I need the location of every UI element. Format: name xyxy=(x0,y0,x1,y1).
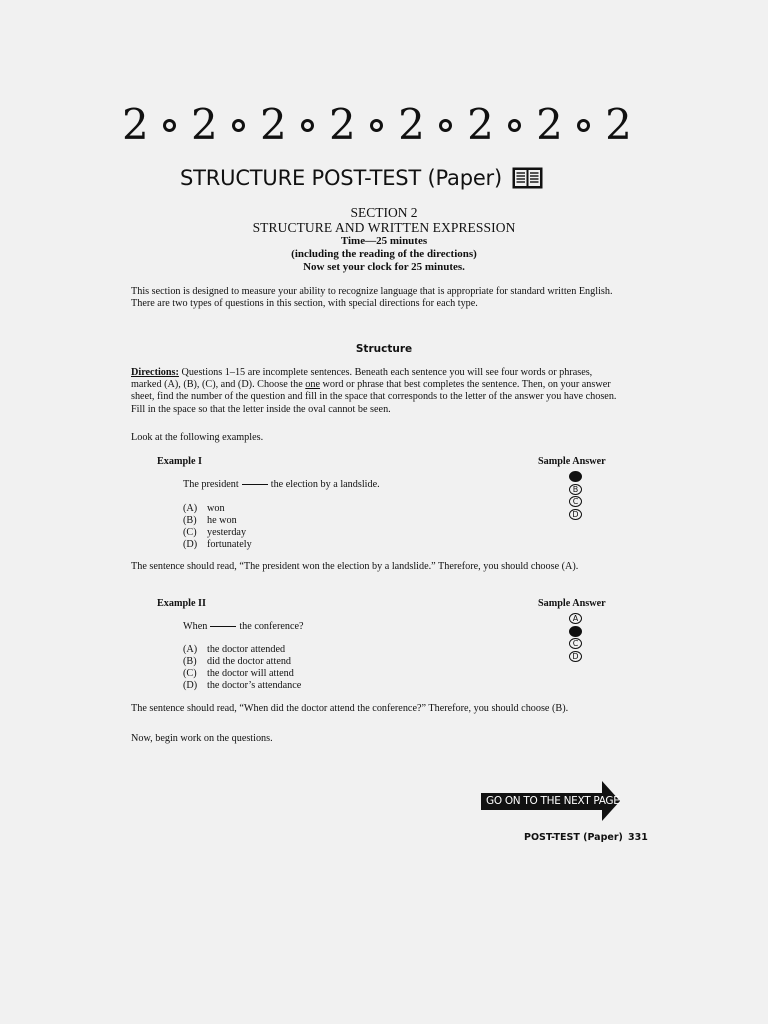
directions-paragraph xyxy=(131,367,619,416)
page-number: 331 xyxy=(628,832,648,843)
choice-letter: (C) xyxy=(183,668,197,679)
choice xyxy=(183,680,301,692)
choice-text: the doctor attended xyxy=(207,644,286,655)
example-2-answer-bubbles xyxy=(569,613,583,663)
choice-letter: (D) xyxy=(183,680,198,691)
example-2-sample-label: Sample Answer xyxy=(538,598,606,609)
examples-intro: Look at the following examples. xyxy=(131,432,264,443)
answer-bubble: D xyxy=(569,651,582,662)
directions-label: Directions: xyxy=(131,367,179,378)
answer-bubble: B xyxy=(569,626,582,637)
section-name: STRUCTURE AND WRITTEN EXPRESSION xyxy=(252,220,516,235)
band-circle xyxy=(163,119,176,132)
example-1-answer-bubbles xyxy=(569,471,583,521)
sentence-end: the conference? xyxy=(239,621,304,632)
begin-instruction: Now, begin work on the questions. xyxy=(131,733,273,744)
choice-letter: (A) xyxy=(183,644,198,655)
choice xyxy=(183,503,252,515)
choice-letter: (A) xyxy=(183,503,198,514)
band-digit: 2 xyxy=(398,100,425,149)
go-next-label: GO ON TO THE NEXT PAGE xyxy=(486,795,620,807)
answer-bubble: A xyxy=(569,471,582,482)
choice-letter: (B) xyxy=(183,515,197,526)
sentence-blank xyxy=(210,626,236,627)
go-next-page-arrow xyxy=(481,781,620,821)
clock-instruction: Now set your clock for 25 minutes. xyxy=(303,261,465,273)
answer-bubble: C xyxy=(569,638,582,649)
choice-text: he won xyxy=(207,515,237,526)
structure-heading: Structure xyxy=(355,343,413,355)
choice-letter: (B) xyxy=(183,656,197,667)
section-number: SECTION 2 xyxy=(350,205,418,220)
answer-bubble: B xyxy=(569,484,582,495)
example-2-choices xyxy=(183,644,301,692)
choice xyxy=(183,527,252,539)
choice-letter: (D) xyxy=(183,539,198,550)
band-digit: 2 xyxy=(536,100,563,149)
choice-text: the doctor’s attendance xyxy=(207,680,302,691)
band-digit: 2 xyxy=(122,100,149,149)
choice-text: fortunately xyxy=(207,539,252,550)
sentence-start: When xyxy=(183,621,208,632)
choice xyxy=(183,515,252,527)
band-circle xyxy=(439,119,452,132)
choice xyxy=(183,668,301,680)
choice-text: won xyxy=(207,503,225,514)
answer-bubble: A xyxy=(569,613,582,624)
footer-label: POST-TEST (Paper) xyxy=(524,832,623,843)
choice xyxy=(183,644,301,656)
example-2-label: Example II xyxy=(157,598,206,609)
band-digit: 2 xyxy=(467,100,494,149)
sentence-start: The president xyxy=(183,479,239,490)
band-digit: 2 xyxy=(605,100,632,149)
section-heading xyxy=(0,205,768,274)
title-text: STRUCTURE POST-TEST (Paper) xyxy=(180,166,502,190)
choice-text: yesterday xyxy=(207,527,247,538)
intro-paragraph: This section is designed to measure your ability to recognize language that is appropriate for standard written English. There are two types of questions in this section, with special directions for each type. xyxy=(131,286,613,310)
band-digit: 2 xyxy=(191,100,218,149)
time-limit: Time—25 minutes xyxy=(340,235,428,247)
choice xyxy=(183,656,301,668)
band-circle xyxy=(508,119,521,132)
directions-text: Questions 1–15 are incomplete sentences. Beneath each sentence you will see four words or phrases, marked (A), (B), (C), and (D). Choose the xyxy=(131,367,593,391)
sentence-end: the election by a landslide. xyxy=(270,479,380,490)
band-digit: 2 xyxy=(329,100,356,149)
directions-emphasis: one xyxy=(305,379,320,391)
band-circle xyxy=(232,119,245,132)
sentence-blank xyxy=(242,484,268,485)
example-1-explanation: The sentence should read, “The president won the election by a landslide.” Therefore, you should choose (A). xyxy=(131,561,579,572)
band-circle xyxy=(301,119,314,132)
example-2-sentence xyxy=(183,621,304,632)
choice-text: did the doctor attend xyxy=(207,656,292,667)
answer-bubble: D xyxy=(569,509,582,520)
answer-bubble: C xyxy=(569,496,582,507)
example-2-explanation: The sentence should read, “When did the doctor attend the conference?” Therefore, you should choose (B). xyxy=(131,703,569,714)
time-note: (including the reading of the directions) xyxy=(291,248,477,260)
directions-text: word or phrase that best completes the sentence. Then, on your answer sheet, find the number of the question and fill in the space that corresponds to the letter of the answer you have chosen. Fill in the space so that the letter inside the oval cannot be seen. xyxy=(131,379,617,415)
band-digit: 2 xyxy=(260,100,287,149)
page-title xyxy=(180,163,543,193)
example-1-label: Example I xyxy=(157,456,202,467)
choice-letter: (C) xyxy=(183,527,197,538)
example-1-sentence xyxy=(183,479,380,490)
choice xyxy=(183,539,252,551)
band-circle xyxy=(370,119,383,132)
example-1-sample-label: Sample Answer xyxy=(538,456,606,467)
header-band xyxy=(122,100,632,149)
band-circle xyxy=(577,119,590,132)
book-icon xyxy=(512,167,543,189)
choice-text: the doctor will attend xyxy=(207,668,294,679)
example-1-choices xyxy=(183,503,252,551)
